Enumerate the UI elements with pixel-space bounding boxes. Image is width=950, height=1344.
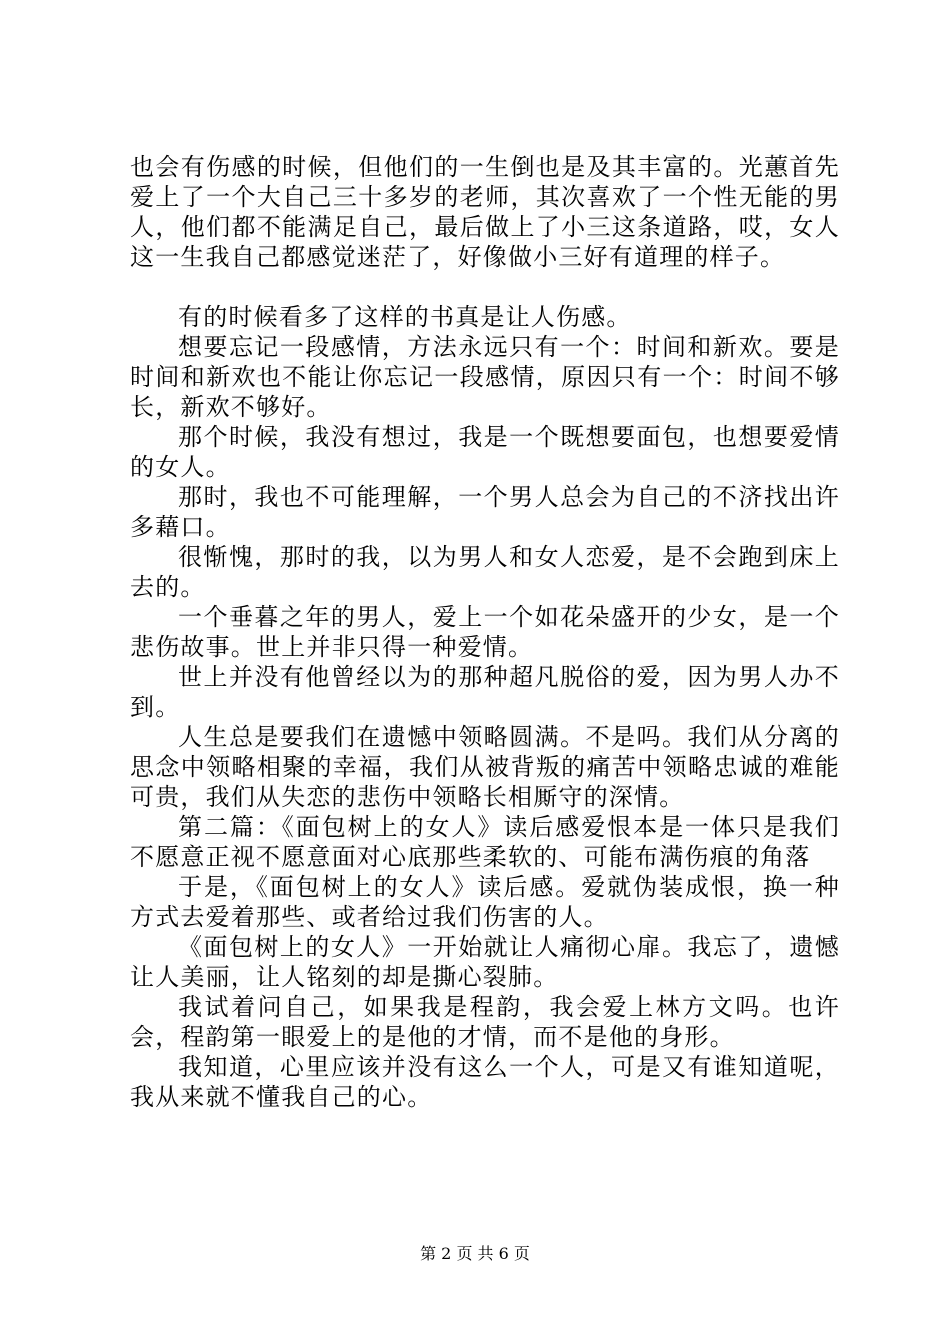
paragraph-3: 想要忘记一段感情，方法永远只有一个：时间和新欢。要是时间和新欢也不能让你忘记一段感情，原因只有一个：时间不够长，新欢不够好。 — [130, 333, 840, 421]
paragraph-12: 《面包树上的女人》一开始就让人痛彻心扉。我忘了，遗憾让人美丽，让人铭刻的却是撕心裂肺。 — [130, 933, 840, 991]
paragraph-9: 人生总是要我们在遗憾中领略圆满。不是吗。我们从分离的思念中领略相聚的幸福，我们从被背叛的痛苦中领略忠诚的难能可贵，我们从失恋的悲伤中领略长相厮守的深情。 — [130, 723, 840, 811]
paragraph-4: 那个时候，我没有想过，我是一个既想要面包，也想要爱情的女人。 — [130, 423, 840, 481]
paragraph-13: 我试着问自己，如果我是程韵，我会爱上林方文吗。也许会，程韵第一眼爱上的是他的才情，而不是他的身形。 — [130, 993, 840, 1051]
document-body — [130, 152, 840, 1112]
paragraph-11: 于是，《面包树上的女人》读后感。爱就伪装成恨，换一种方式去爱着那些、或者给过我们伤害的人。 — [130, 873, 840, 931]
paragraph-14: 我知道，心里应该并没有这么一个人，可是又有谁知道呢，我从来就不懂我自己的心。 — [130, 1053, 840, 1111]
page-number-footer: 第 2 页 共 6 页 — [420, 1244, 530, 1263]
paragraph-6: 很惭愧，那时的我，以为男人和女人恋爱，是不会跑到床上去的。 — [130, 543, 840, 601]
paragraph-7: 一个垂暮之年的男人，爱上一个如花朵盛开的少女，是一个悲伤故事。世上并非只得一种爱情。 — [130, 603, 840, 661]
paragraph-1: 也会有伤感的时候，但他们的一生倒也是及其丰富的。光蕙首先爱上了一个大自己三十多岁的老师，其次喜欢了一个性无能的男人，他们都不能满足自己，最后做上了小三这条道路，哎，女人这一生我自己都感觉迷茫了，好像做小三好有道理的样子。 — [130, 153, 840, 271]
paragraph-2: 有的时候看多了这样的书真是让人伤感。 — [178, 303, 632, 331]
paragraph-5: 那时，我也不可能理解，一个男人总会为自己的不济找出许多藉口。 — [130, 483, 840, 541]
paragraph-10: 第二篇：《面包树上的女人》读后感爱恨本是一体只是我们不愿意正视不愿意面对心底那些柔软的、可能布满伤痕的角落 — [130, 813, 840, 871]
paragraph-8: 世上并没有他曾经以为的那种超凡脱俗的爱，因为男人办不到。 — [130, 663, 840, 721]
